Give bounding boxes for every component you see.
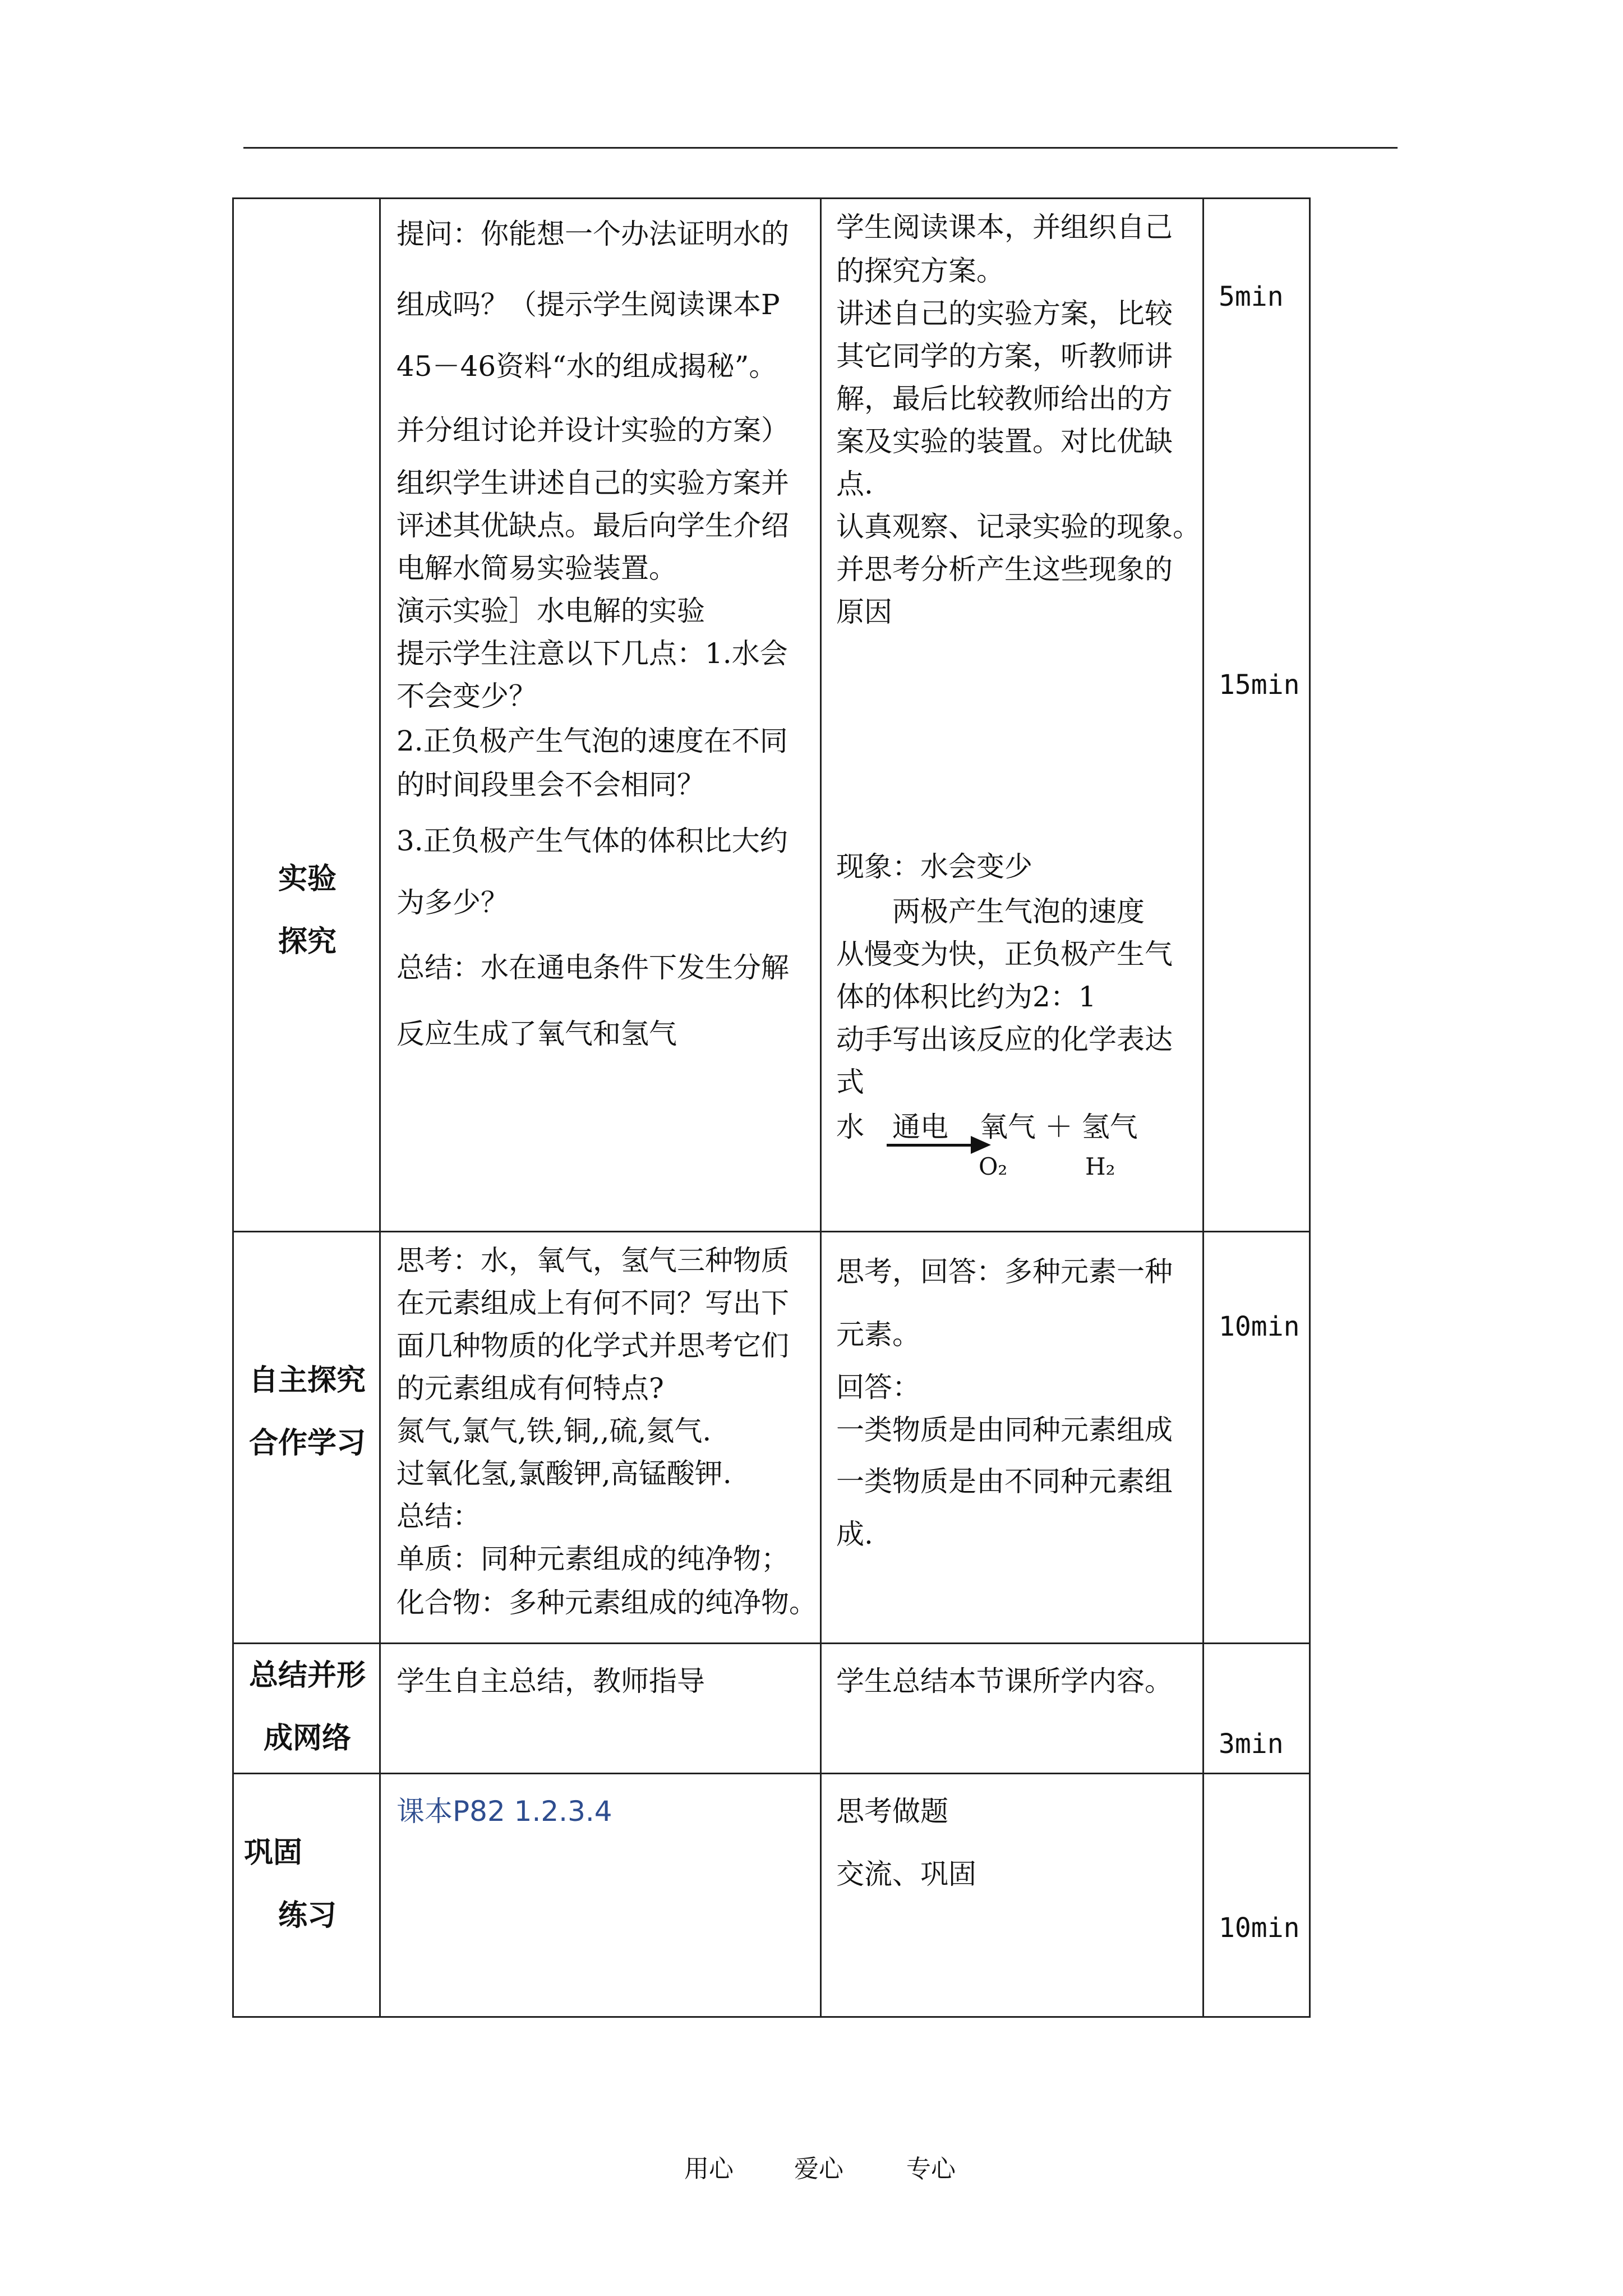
reaction-arrow [887, 1144, 975, 1147]
text-line: 面几种物质的化学式并思考它们 [396, 1329, 789, 1362]
text-line: 总结：水在通电条件下发生分解 [396, 951, 789, 984]
text-line: 组成吗？（提示学生阅读课本P [396, 288, 780, 321]
duration: 5min [1219, 281, 1284, 312]
footer-text: 爱心 [794, 2155, 843, 2183]
stage-label: 自主探究 [248, 1364, 366, 1397]
time-cell [1204, 1774, 1310, 2017]
text-line: 体的体积比约为2：1 [836, 981, 1096, 1013]
student-activity-cell [821, 1774, 1204, 2017]
text-line: 现象：水会变少 [836, 850, 1032, 883]
text-line: 从慢变为快，正负极产生气 [836, 938, 1173, 970]
text-line: 的时间段里会不会相同？ [396, 769, 705, 801]
stage-label: 总结并形 [248, 1659, 366, 1692]
table-row [233, 199, 1310, 1232]
table-row [233, 1232, 1310, 1644]
text-line: 其它同学的方案，听教师讲 [836, 340, 1173, 372]
text-line: 元素。 [836, 1318, 920, 1351]
student-activity-cell [821, 1232, 1204, 1644]
text-line: 演示实验］水电解的实验 [396, 595, 705, 627]
equation-reactant: 水 [836, 1111, 864, 1143]
text-line: 并思考分析产生这些现象的 [836, 553, 1173, 586]
text-line: 在元素组成上有何不同？写出下 [396, 1287, 789, 1319]
text-line: 两极产生气泡的速度 [836, 895, 1145, 928]
stage-cell [233, 1644, 380, 1774]
footer-text: 专心 [906, 2155, 956, 2183]
textbook-exercise-link: 课本P82 1.2.3.4 [396, 1795, 612, 1828]
text-line: 式 [836, 1066, 864, 1098]
text-line: 解，最后比较教师给出的方 [836, 383, 1173, 415]
text-line: 为多少？ [396, 886, 509, 919]
text-line: 学生自主总结，教师指导 [396, 1665, 705, 1697]
table-row [233, 1644, 1310, 1774]
equation-condition: 通电 [892, 1111, 948, 1143]
text-line: 2.正负极产生气泡的速度在不同 [396, 725, 788, 757]
text-line: 思考：水，氧气，氢气三种物质 [396, 1244, 789, 1277]
text-line: 组织学生讲述自己的实验方案并 [396, 467, 789, 499]
text-line: 提问：你能想一个办法证明水的 [396, 218, 789, 250]
stage-label: 练习 [278, 1899, 336, 1932]
text-line: 点. [836, 468, 873, 500]
time-cell [1204, 199, 1310, 1232]
stage-label: 成网络 [263, 1722, 351, 1755]
teacher-activity-cell [380, 1644, 821, 1774]
text-line: 思考，回答：多种元素一种 [836, 1255, 1173, 1288]
text-line: 单质：同种元素组成的纯净物； [396, 1543, 789, 1575]
text-line: 动手写出该反应的化学表达 [836, 1023, 1173, 1056]
text-line: 氮气,氯气,铁,铜,,硫,氦气. [396, 1415, 712, 1447]
text-line: 化合物：多种元素组成的纯净物。 [396, 1586, 817, 1619]
text-line: 45－46资料“水的组成揭秘”。 [396, 350, 777, 383]
text-line: 回答： [836, 1371, 920, 1404]
stage-label: 巩固 [243, 1836, 302, 1870]
header-rule [243, 147, 1398, 149]
equation-products: 氧气 ＋ 氢气 [980, 1111, 1138, 1143]
text-line: 过氧化氢,氯酸钾,高锰酸钾. [396, 1457, 732, 1490]
student-activity-cell [821, 1644, 1204, 1774]
text-line: 提示学生注意以下几点：1.水会 [396, 637, 788, 670]
text-line: 成. [836, 1518, 873, 1550]
lesson-plan-table [232, 197, 1311, 2018]
duration: 15min [1219, 669, 1300, 701]
text-line: 并分组讨论并设计实验的方案） [396, 414, 789, 447]
text-line: 的探究方案。 [836, 255, 1004, 287]
footer-text: 用心 [684, 2155, 734, 2183]
teacher-activity-cell [380, 1232, 821, 1644]
duration: 3min [1219, 1728, 1284, 1760]
text-line: 原因 [836, 596, 892, 628]
text-line: 电解水简易实验装置。 [396, 552, 677, 585]
teacher-activity-cell [380, 1774, 821, 2017]
stage-cell [233, 1232, 380, 1644]
stage-label: 合作学习 [248, 1427, 366, 1460]
text-line: 交流、巩固 [836, 1858, 976, 1890]
text-line: 3.正负极产生气体的体积比大约 [396, 825, 788, 857]
text-line: 案及实验的装置。对比优缺 [836, 425, 1173, 458]
stage-label: 实验 [278, 862, 336, 896]
time-cell [1204, 1644, 1310, 1774]
text-line: 总结： [396, 1500, 481, 1533]
text-line: 思考做题 [836, 1795, 948, 1828]
formula-oxygen: O₂ [979, 1153, 1008, 1180]
text-line: 认真观察、记录实验的现象。 [836, 510, 1201, 543]
stage-cell [233, 1774, 380, 2017]
text-line: 不会变少？ [396, 680, 537, 712]
table-row [233, 1774, 1310, 2017]
time-cell [1204, 1232, 1310, 1644]
text-line: 的元素组成有何特点? [396, 1372, 664, 1405]
text-line: 学生阅读课本，并组织自己 [836, 211, 1173, 243]
text-line: 讲述自己的实验方案，比较 [836, 297, 1173, 330]
text-line: 反应生成了氧气和氢气 [396, 1018, 677, 1050]
stage-cell [233, 199, 380, 1232]
text-line: 评述其优缺点。最后向学生介绍 [396, 509, 789, 542]
student-activity-cell [821, 199, 1204, 1232]
formula-hydrogen: H₂ [1085, 1153, 1115, 1180]
duration: 10min [1219, 1311, 1300, 1342]
teacher-activity-cell [380, 199, 821, 1232]
text-line: 一类物质是由不同种元素组 [836, 1465, 1173, 1498]
text-line: 一类物质是由同种元素组成 [836, 1414, 1173, 1446]
text-line: 学生总结本节课所学内容。 [836, 1665, 1173, 1697]
stage-label: 探究 [278, 925, 336, 959]
duration: 10min [1219, 1912, 1300, 1944]
